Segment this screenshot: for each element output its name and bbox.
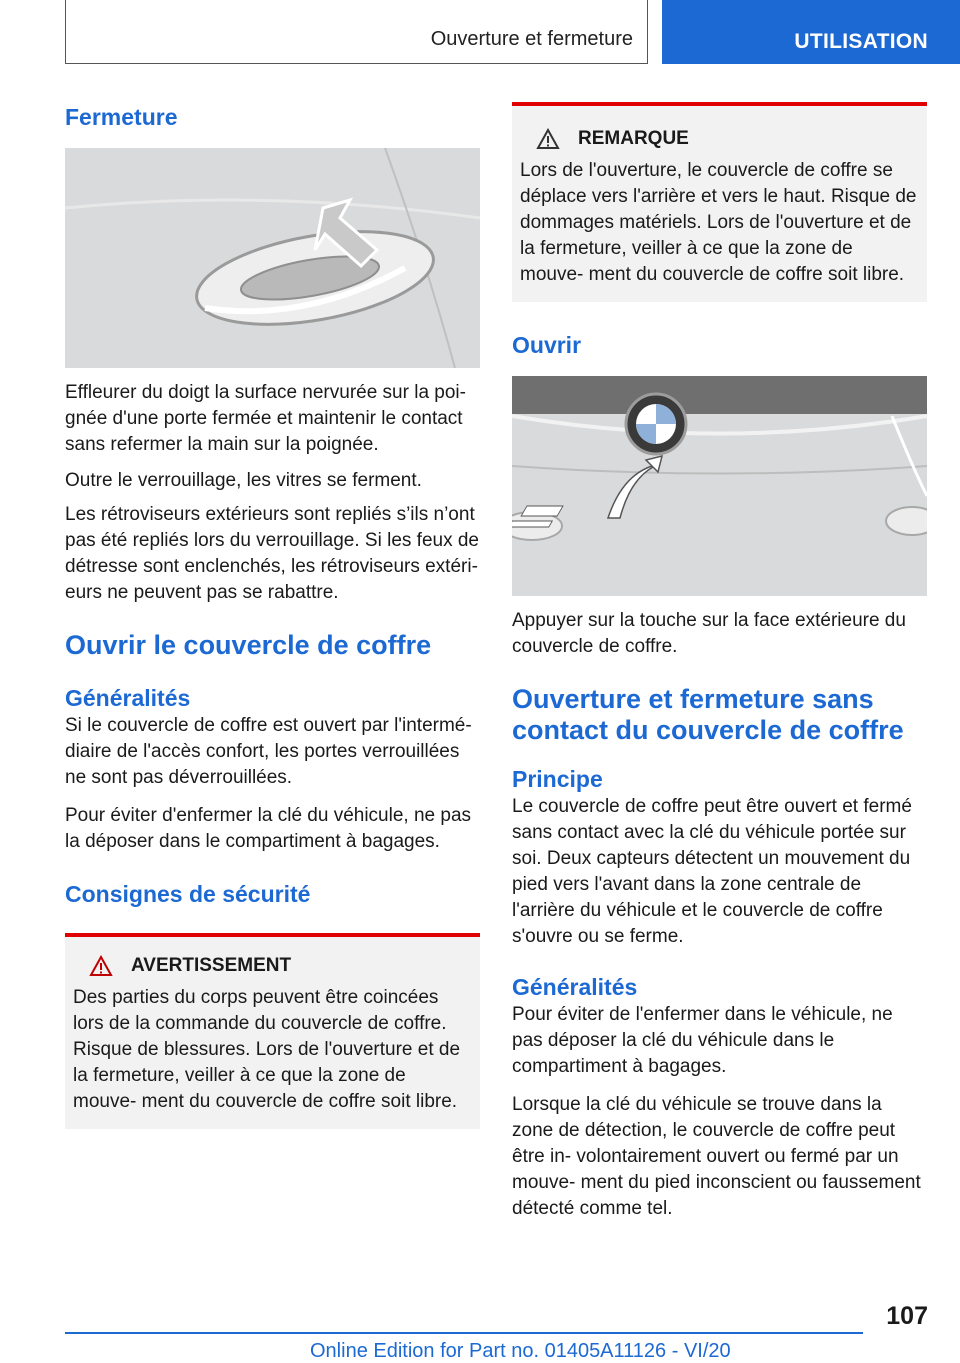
heading-ouvrir: Ouvrir xyxy=(512,332,582,358)
warning-text: Des parties du corps peuvent être coincées lors de la commande du couvercle de coffre. Risque de blessures. Lors de l'ouverture et de la fermeture, veiller à ce que la zone de mouve‐ ment du couvercle de coffre soit libre. xyxy=(73,987,461,1112)
paragraph-generalites-right-2: Lorsque la clé du véhicule se trouve dans la zone de détection, le couvercle de coffre peut être in‐ volontairement ouvert ou fermé par un mouve‐ ment du pied inconscient ou faussement détecté comme tel. xyxy=(512,1094,921,1219)
footer-edition: Online Edition for Part no. 01405A11126 - VI/20 xyxy=(310,1340,731,1362)
heading-ouvrir-couvercle: Ouvrir le couvercle de coffre xyxy=(65,630,432,660)
figure-trunk-button xyxy=(512,376,927,596)
door-handle-illustration xyxy=(65,148,480,368)
warning-title-row xyxy=(89,955,472,977)
warning-box xyxy=(65,933,480,1129)
heading-principe: Principe xyxy=(512,766,603,792)
paragraph-fermeture-1: Effleurer du doigt la surface nervurée sur la poi‐ gnée d'une porte fermée et maintenir le contact sans refermer la main sur la poignée. xyxy=(65,382,466,455)
right-column xyxy=(512,102,927,1234)
left-column xyxy=(65,102,480,1129)
paragraph-generalites-right-1: Pour éviter de l'enfermer dans le véhicule, ne pas déposer la clé du véhicule dans le compartiment à bagages. xyxy=(512,1004,893,1077)
paragraph-generalites-1: Si le couvercle de coffre est ouvert par l'intermé‐ diaire de l'accès confort, les portes verrouillées ne sont pas déverrouillées. xyxy=(65,715,472,788)
notice-triangle-icon xyxy=(536,128,560,150)
warning-triangle-icon xyxy=(89,955,113,977)
header-chapter-tab xyxy=(662,0,960,64)
paragraph-fermeture-2: Outre le verrouillage, les vitres se ferment. xyxy=(65,470,422,491)
heading-sans-contact: Ouverture et fermeture sans contact du couvercle de coffre xyxy=(512,684,904,745)
paragraph-ouvrir: Appuyer sur la touche sur la face extérieure du couvercle de coffre. xyxy=(512,610,906,657)
heading-generalites-right: Généralités xyxy=(512,974,638,1000)
paragraph-principe: Le couvercle de coffre peut être ouvert et fermé sans contact avec la clé du véhicule portée sur soi. Deux capteurs détectent un mouvement du pied vers l'avant dans la zone centrale de l'arrière du véhicule et le couvercle de coffre s'ouvre ou se ferme. xyxy=(512,796,912,947)
warning-title: AVERTISSEMENT xyxy=(131,955,292,976)
footer-divider xyxy=(65,1332,863,1334)
header-section-title: Ouverture et fermeture xyxy=(430,28,633,50)
note-title-row xyxy=(536,128,919,150)
header-chapter-title: UTILISATION xyxy=(794,30,928,53)
figure-door-handle xyxy=(65,148,480,368)
heading-generalites-left: Généralités xyxy=(65,685,191,711)
trunk-button-illustration xyxy=(512,376,927,596)
page-number: 107 xyxy=(886,1302,928,1330)
paragraph-generalites-2: Pour éviter d'enfermer la clé du véhicule, ne pas la déposer dans le compartiment à bagages. xyxy=(65,805,472,852)
header-section-box xyxy=(65,0,648,64)
heading-consignes: Consignes de sécurité xyxy=(65,881,311,907)
note-text: Lors de l'ouverture, le couvercle de coffre se déplace vers l'arrière et vers le haut. Risque de dommages matériels. Lors de l'ouverture et de la fermeture, veiller à ce que la zone de mouve‐ ment du couvercle de coffre soit libre. xyxy=(520,160,917,285)
note-title: REMARQUE xyxy=(578,128,689,149)
paragraph-fermeture-3: Les rétroviseurs extérieurs sont repliés s’ils n’ont pas été repliés lors du verrouillage. Si les feux de détresse sont enclenchés, les rétroviseurs extéri‐ eurs ne peuvent pas se rabattre. xyxy=(65,504,480,603)
note-box xyxy=(512,102,927,302)
heading-fermeture: Fermeture xyxy=(65,104,178,130)
